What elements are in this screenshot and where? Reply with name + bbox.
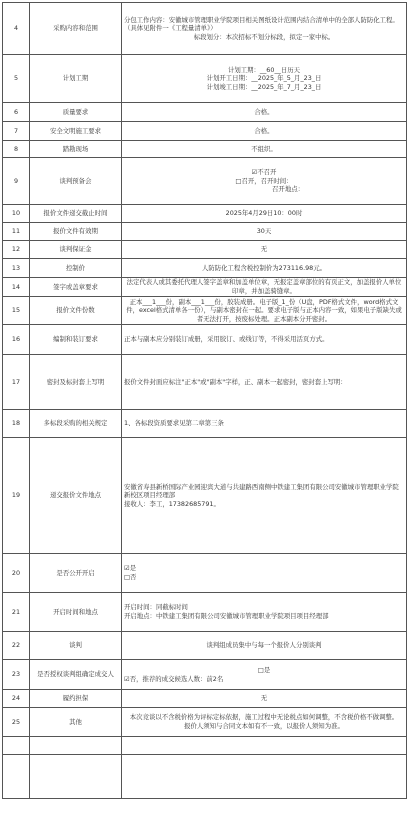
- table-row: 21 开启时间和地点 开启时间：同截标时间 开启地点：中铁建工集团有限公司安徽城市管理职业学院项目项目经理部: [3, 593, 407, 632]
- procurement-info-table: [2, 2, 407, 799]
- table-row: [3, 737, 407, 755]
- table-row: 10 报价文件递交截止时间 2025年4月29日10：00时: [3, 205, 407, 223]
- table-row: 17 密封及标封套上写明 报价文件封面应标注"正本"或"副本"字样，正、副本一起密封，密封套上写明：: [3, 355, 407, 410]
- table-row: 15 报价文件份数 正本___1___份，副本___1___份，胶装成册。电子版_1_份（U盘，PDF格式文件，word格式文件，excel格式清单各一份），与副本密封在一起。要求电子版与正本内容一致，如果电子版缺失或者无法打开，按废标处理。正本副本分开密封。: [3, 297, 407, 325]
- table-row: 25 其他 本次竞谈以不含税价格为评标定标依据，施工过程中无论税点如何调整，不含税价格不做调整。 报价人须知与合同文本如有不一致，以报价人须知为准。: [3, 708, 407, 737]
- table-row: 9 谈判预备会 ☑不召开 □召开，召开时间： 召开地点：: [3, 158, 407, 205]
- table-row: 23 是否授权谈判组确定成交人 □是 ☑否，推荐的成交候选人数：前2名: [3, 660, 407, 690]
- row-number: 4: [3, 3, 30, 55]
- row-value: 分包工作内容：安徽城市管理职业学院项目相关图纸设计范围内结合清单中的全部人防防化工程。（具体见附件一《工程量清单》） 标段划分：本次招标不划分标段，拟定一家中标。: [122, 3, 407, 55]
- table-row: [3, 3, 407, 55]
- table-row: 8 踏勘现场 不组织。: [3, 141, 407, 158]
- table-row: 12 谈判保证金 无: [3, 241, 407, 259]
- table-row: 13 控制价 人防防化工程含税控制价为273116.98元。: [3, 259, 407, 278]
- table-row: 20 是否公开开启 ☑是 □否: [3, 554, 407, 593]
- table-row: 5 计划工期 计划工期：__60__日历天 计划开工日期：__2025_年_5_月_23_日 计划竣工日期：__2025_年_7_月_23_日: [3, 55, 407, 103]
- table-row: 11 报价文件有效期 30天: [3, 223, 407, 241]
- row-label: 采购内容和范围: [30, 3, 122, 55]
- table-row: 7 安全文明施工要求 合格。: [3, 122, 407, 141]
- table-row: 24 履约担保 无: [3, 690, 407, 708]
- table-row: 6 质量要求 合格。: [3, 103, 407, 122]
- table-row: 18 多标段采购的相关规定 1、各标段资质要求见第二章第三条: [3, 410, 407, 438]
- table-row: [3, 755, 407, 799]
- table-row: 19 递交报价文件地点 安徽省寿县新桥国际产业园迎宾大道与共建路西南侧中铁建工集团有限公司安徽城市管理职业学院新校区项目经理部 接收人：李工，17382685791。: [3, 438, 407, 554]
- table-row: 14 签字或盖章要求 法定代表人或其委托代理人签字盖章和加盖单位章，无报定盖章部位的有页正文，加盖报价人单位印章，并加盖骑缝章。: [3, 278, 407, 297]
- table-row: 22 谈判 谈判组成员集中与每一个报价人分别谈判: [3, 632, 407, 660]
- table-row: 16 编制和装订要求 正本与副本应分别装订成册，采用胶订、或线订等，不得采用活页方式。: [3, 325, 407, 355]
